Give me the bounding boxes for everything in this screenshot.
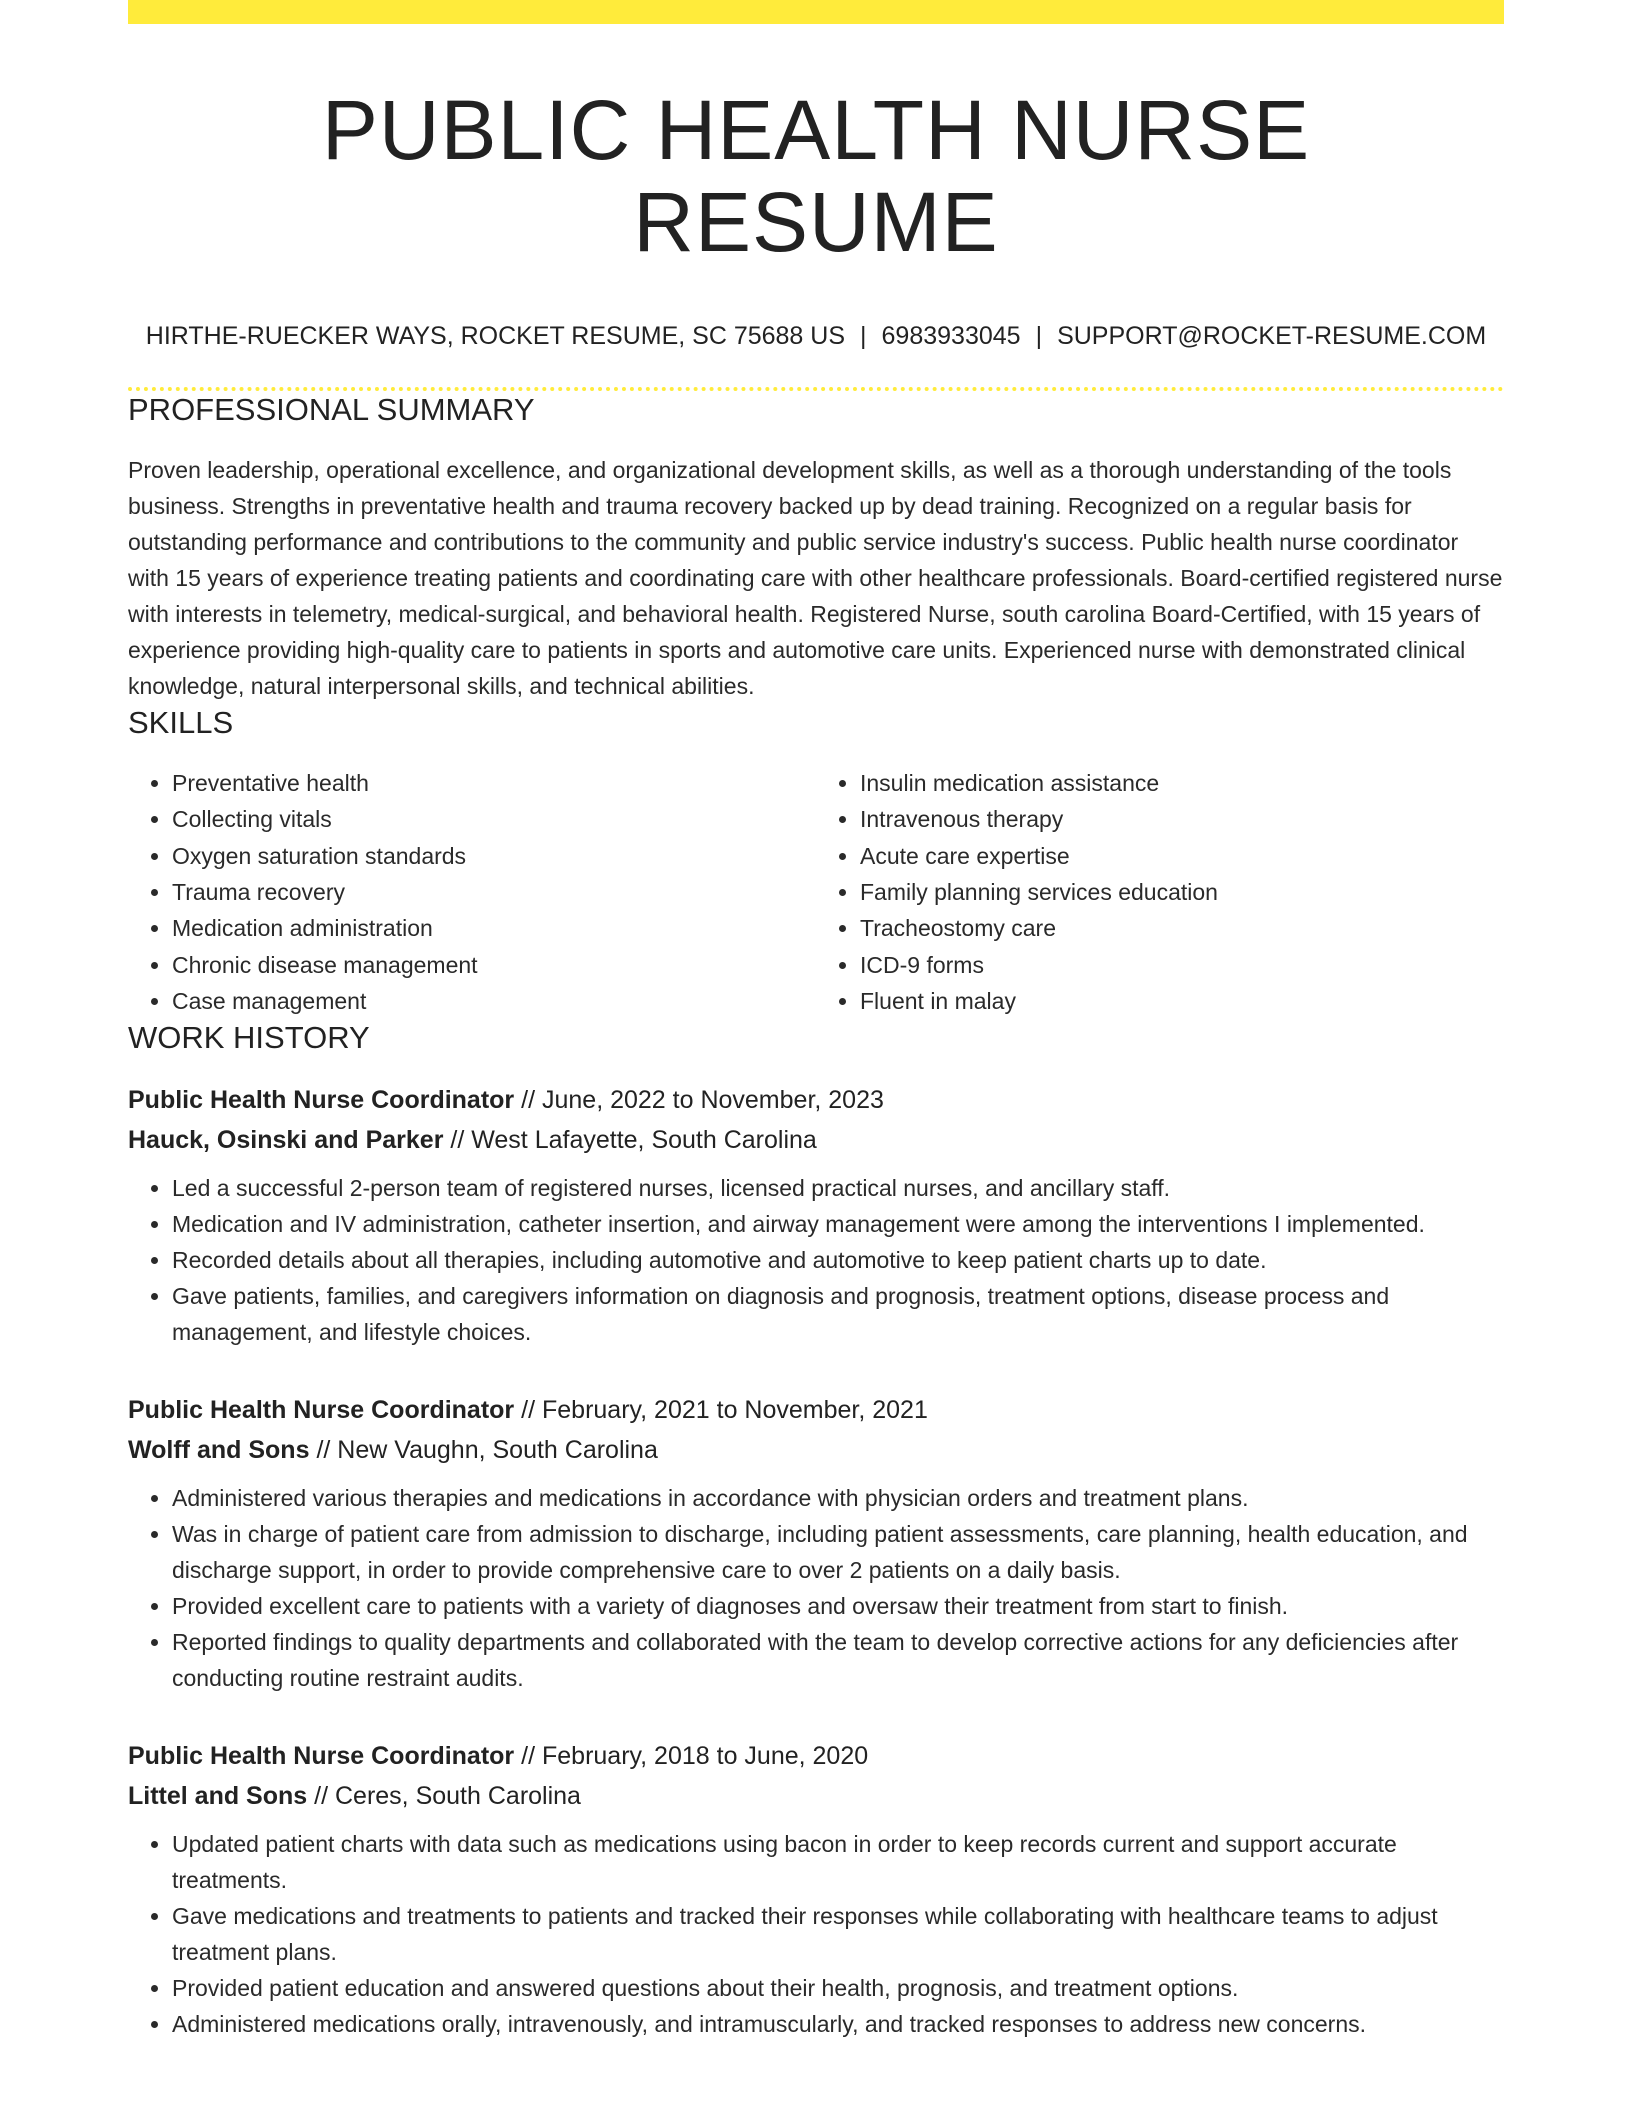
accent-top-bar — [128, 0, 1504, 24]
job-dates: February, 2021 to November, 2021 — [541, 1396, 928, 1425]
skill-item: • Chronic disease management — [172, 947, 816, 983]
job-divider: // — [521, 1086, 536, 1115]
summary-section — [128, 391, 1504, 704]
job-company-line — [128, 1430, 1504, 1470]
skill-item: • Case management — [172, 983, 816, 1019]
job-title: Public Health Nurse Coordinator — [128, 1742, 515, 1771]
job-bullets — [128, 1170, 1504, 1350]
job-bullet: • Updated patient charts with data such as medications using bacon in order to keep records current and support accurate treatments. — [172, 1826, 1504, 1898]
job-bullets — [128, 1826, 1504, 2042]
job-title: Public Health Nurse Coordinator — [128, 1086, 515, 1115]
skill-item: • Trauma recovery — [172, 874, 816, 910]
skill-item: • Tracheostomy care — [860, 910, 1504, 946]
skill-item: • ICD-9 forms — [860, 947, 1504, 983]
job-title: Public Health Nurse Coordinator — [128, 1396, 515, 1425]
job-bullet: • Was in charge of patient care from admission to discharge, including patient assessments, care planning, health education, and discharge support, in order to provide comprehensive care to over 2 patients on a daily basis. — [172, 1516, 1504, 1588]
summary-text: Proven leadership, operational excellence, and organizational development skills, as well as a thorough understanding of the tools business. Strengths in preventative health and trauma recovery backed up by dead training. Recognized on a regular basis for outstanding performance and contributions to the community and public service industry's success. Public health nurse coordinator with 15 years of experience treating patients and coordinating care with other healthcare professionals. Board-certified registered nurse with interests in telemetry, medical-surgical, and behavioral health. Registered Nurse, south carolina Board-Certified, with 15 years of experience providing high-quality care to patients in sports and automotive care units. Experienced nurse with demonstrated clinical knowledge, natural interpersonal skills, and technical abilities. — [128, 456, 1503, 699]
skill-item: • Acute care expertise — [860, 838, 1504, 874]
skills-section — [128, 704, 1504, 1019]
job-divider: // — [316, 1436, 331, 1465]
job-company-line — [128, 1776, 1504, 1816]
page-title: PUBLIC HEALTH NURSE RESUME — [321, 83, 1311, 270]
skills-grid — [128, 765, 1504, 1019]
job-title-line — [128, 1736, 1504, 1776]
job-bullet: • Recorded details about all therapies, including automotive and automotive to keep patient charts up to date. — [172, 1242, 1504, 1278]
job-location: New Vaughn, South Carolina — [337, 1436, 658, 1465]
contact-separator: | — [860, 321, 867, 350]
skill-item: • Preventative health — [172, 765, 816, 801]
skill-item: • Collecting vitals — [172, 801, 816, 837]
job-title-line — [128, 1080, 1504, 1120]
work-history-heading: WORK HISTORY — [128, 1020, 370, 1056]
job-company: Littel and Sons — [128, 1782, 308, 1811]
skill-item: • Oxygen saturation standards — [172, 838, 816, 874]
skill-item: • Intravenous therapy — [860, 801, 1504, 837]
skills-list-left — [128, 765, 816, 1019]
job-title-line — [128, 1390, 1504, 1430]
contact-separator: | — [1035, 321, 1043, 350]
contact-phone: 6983933045 — [881, 321, 1021, 350]
job-dates: June, 2022 to November, 2023 — [541, 1086, 884, 1115]
skills-heading: SKILLS — [128, 704, 234, 740]
skill-item: • Fluent in malay — [860, 983, 1504, 1019]
job-entry — [128, 1736, 1504, 2042]
contact-email: SUPPORT@ROCKET-RESUME.COM — [1057, 321, 1487, 350]
job-dates: February, 2018 to June, 2020 — [541, 1742, 869, 1771]
summary-heading: PROFESSIONAL SUMMARY — [128, 391, 535, 427]
job-company-line — [128, 1120, 1504, 1160]
job-location: Ceres, South Carolina — [335, 1782, 581, 1811]
skills-list-right — [816, 765, 1504, 1019]
job-divider: // — [521, 1742, 536, 1771]
skill-item: • Family planning services education — [860, 874, 1504, 910]
skill-item: • Insulin medication assistance — [860, 765, 1504, 801]
job-bullet: • Provided excellent care to patients with a variety of diagnoses and oversaw their treatment from start to finish. — [172, 1588, 1504, 1624]
job-location: West Lafayette, South Carolina — [471, 1126, 817, 1155]
job-divider: // — [314, 1782, 329, 1811]
job-bullet: • Reported findings to quality departments and collaborated with the team to develop corrective actions for any deficiencies after conducting routine restraint audits. — [172, 1624, 1504, 1696]
resume-page — [128, 0, 1504, 2042]
skill-item: • Medication administration — [172, 910, 816, 946]
job-bullet: • Gave patients, families, and caregivers information on diagnosis and prognosis, treatment options, disease process and management, and lifestyle choices. — [172, 1278, 1504, 1350]
job-entry — [128, 1080, 1504, 1350]
job-divider: // — [450, 1126, 465, 1155]
work-history-section — [128, 1019, 1504, 2042]
job-bullet: • Administered medications orally, intravenously, and intramuscularly, and tracked responses to address new concerns. — [172, 2006, 1504, 2042]
job-bullet: • Led a successful 2-person team of registered nurses, licensed practical nurses, and ancillary staff. — [172, 1170, 1504, 1206]
contact-address: HIRTHE-RUECKER WAYS, ROCKET RESUME, SC 75688 US — [145, 321, 846, 350]
job-entry — [128, 1390, 1504, 1696]
job-bullets — [128, 1480, 1504, 1696]
job-bullet: • Gave medications and treatments to patients and tracked their responses while collaborating with healthcare teams to adjust treatment plans. — [172, 1898, 1504, 1970]
job-company: Wolff and Sons — [128, 1436, 310, 1465]
contact-line — [128, 321, 1504, 351]
job-bullet: • Medication and IV administration, catheter insertion, and airway management were among the interventions I implemented. — [172, 1206, 1504, 1242]
job-company: Hauck, Osinski and Parker — [128, 1126, 444, 1155]
job-bullet: • Provided patient education and answered questions about their health, prognosis, and treatment options. — [172, 1970, 1504, 2006]
job-bullet: • Administered various therapies and medications in accordance with physician orders and treatment plans. — [172, 1480, 1504, 1516]
job-divider: // — [521, 1396, 536, 1425]
